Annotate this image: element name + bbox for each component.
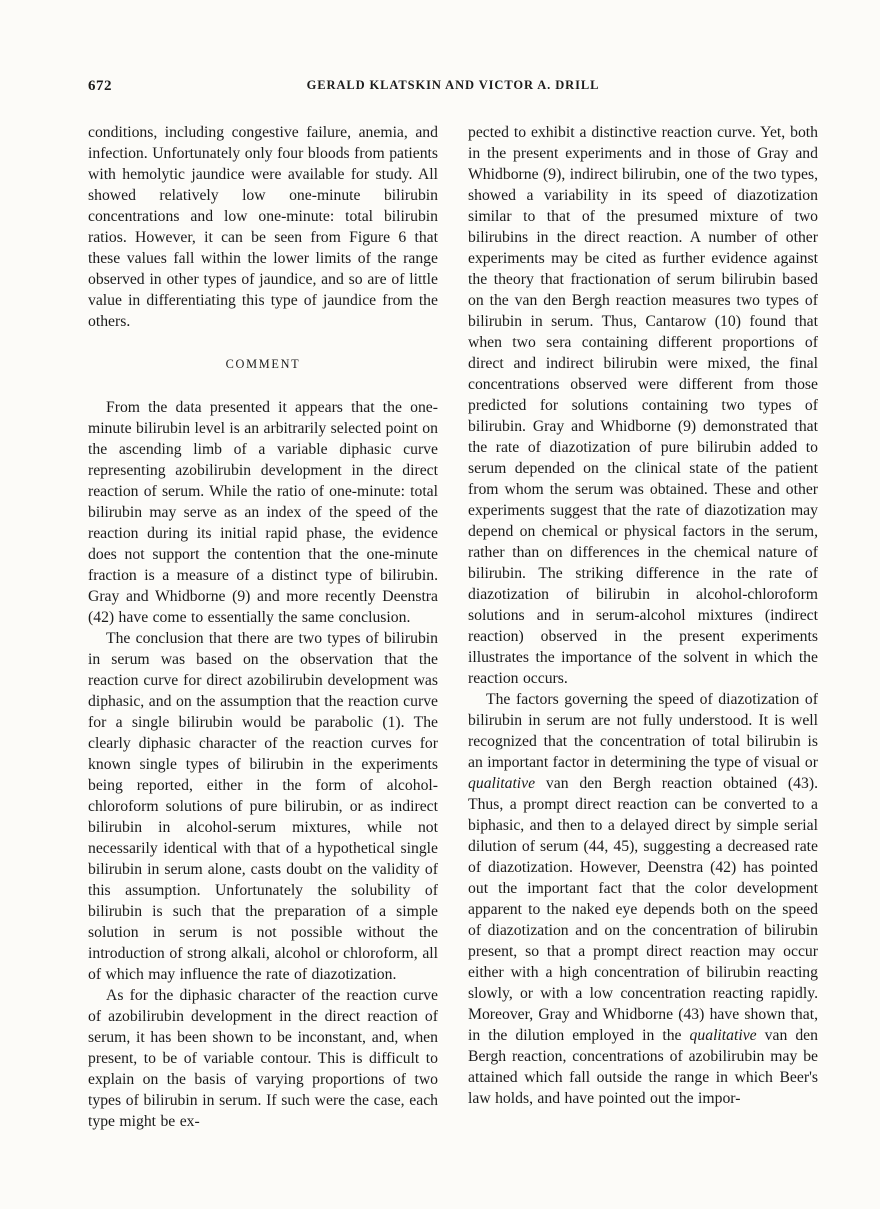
paragraph: From the data presented it appears that the one-minute bilirubin level is an arbitrarily selected point on the ascending limb of a variable diphasic curve representing azobilirubin development in the direct reaction of serum. While the ratio of one-minute: total bilirubin may serve as an index of the speed of the reaction during its initial rapid phase, the evidence does not support the contention that the one-minute fraction is a measure of a distinct type of bilirubin. Gray and Whidborne (9) and more recently Deenstra (42) have come to essentially the same conclusion. — [88, 399, 438, 626]
paragraph: As for the diphasic character of the reaction curve of azobilirubin development in the direct reaction of serum, it has been shown to be inconstant, and, when present, to be of variable contour. This is difficult to explain on the basis of varying proportions of two types of bilirubin in serum. If such were the case, each type might be ex- — [88, 987, 438, 1130]
page-number: 672 — [88, 78, 112, 94]
section-heading: COMMENT — [225, 357, 301, 371]
text-columns — [88, 122, 818, 1132]
paragraph — [468, 689, 818, 1109]
paragraph-continuation: pected to exhibit a distinctive reaction curve. Yet, both in the present experiments and in those of Gray and Whidborne (9), indirect bilirubin, one of the two types, showed a variability in its speed of diazotization similar to that of the presumed mixture of two bilirubins in the direct reaction. A number of other experiments may be cited as further evidence against the theory that fractionation of serum bilirubin based on the van den Bergh reaction measures two types of bilirubin in serum. Thus, Cantarow (10) found that when two sera containing different proportions of direct and indirect bilirubin were mixed, the final concentrations observed were different from those predicted for solutions containing two types of bilirubin. Gray and Whidborne (9) demonstrated that the rate of diazotization of pure bilirubin added to serum depended on the clinical state of the patient from whom the serum was obtained. These and other experiments suggest that the rate of diazotization may depend on chemical or physical factors in the serum, rather than on differences in the chemical nature of bilirubin. The striking difference in the rate of diazotization of bilirubin in alcohol-chloroform solutions and in serum-alcohol mixtures (indirect reaction) observed in the present experiments illustrates the importance of the solvent in which the reaction occurs. — [468, 124, 818, 687]
paragraph-text: The factors governing the speed of diazotization of bilirubin in serum are not fully understood. It is well recognized that the concentration of total bilirubin is an important factor in determining the type of visual or — [468, 691, 818, 771]
right-column — [468, 122, 818, 1132]
italic-term: qualitative — [468, 775, 536, 792]
paragraph-text: van den Bergh reaction obtained (43). Thus, a prompt direct reaction can be converted to a biphasic, and then to a delayed direct by simple serial dilution of serum (44, 45), suggesting a decreased rate of diazotization. However, Deenstra (42) has pointed out the important fact that the color development apparent to the naked eye depends both on the speed of diazotization and on the concentration of bilirubin present, so that a prompt direct reaction may occur either with a high concentration of bilirubin reacting slowly, or with a low concentration reacting rapidly. Moreover, Gray and Whidborne (43) have shown that, in the dilution employed in the — [468, 775, 818, 1044]
running-head: GERALD KLATSKIN AND VICTOR A. DRILL — [306, 78, 600, 92]
paragraph-text: van den Bergh reaction, concentrations of azobilirubin may be attained which fall outside the range in which Beer's law holds, and have pointed out the impor- — [468, 1027, 818, 1107]
paragraph-continuation: conditions, including congestive failure, anemia, and infection. Unfortunately only four bloods from patients with hemolytic jaundice were available for study. All showed relatively low one-minute bilirubin concentrations and low one-minute: total bilirubin ratios. However, it can be seen from Figure 6 that these values fall within the lower limits of the range observed in other types of jaundice, and so are of little value in differentiating this type of jaundice from the others. — [88, 124, 438, 330]
paragraph: The conclusion that there are two types of bilirubin in serum was based on the observation that the reaction curve for direct azobilirubin development was diphasic, and on the assumption that the reaction curve for a single bilirubin would be parabolic (1). The clearly diphasic character of the reaction curves for known single types of bilirubin in the experiments being reported, either in the form of alcohol-chloroform solutions of pure bilirubin, or as indirect bilirubin in alcohol-serum mixtures, while not necessarily identical with that of a hypothetical single bilirubin in serum alone, casts doubt on the validity of this assumption. Unfortunately the solubility of bilirubin is such that the preparation of a simple solution in serum is not possible without the introduction of strong alkali, alcohol or chloroform, all of which may influence the rate of diazotization. — [88, 630, 438, 983]
left-column — [88, 122, 438, 1132]
italic-term: qualitative — [689, 1027, 757, 1044]
page-header — [88, 78, 818, 98]
